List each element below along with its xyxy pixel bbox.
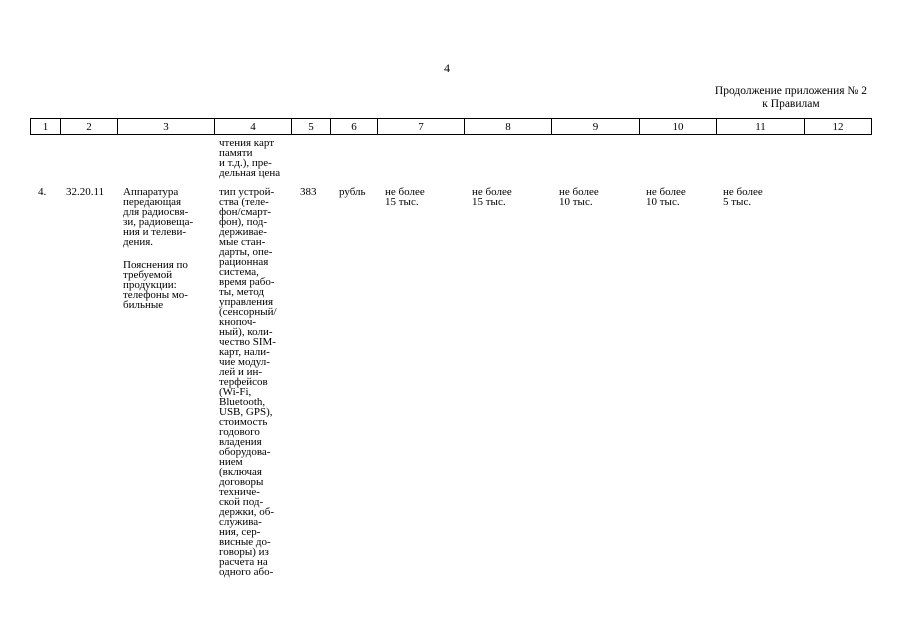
unit-name: рубль: [339, 186, 366, 198]
column-number-header: [30, 118, 872, 135]
row-number: 4.: [38, 186, 47, 198]
header-col-1: 1: [31, 119, 61, 135]
product-name: Аппаратура передающая для радиосвя- зи, радиовеща- ния и телеви- дения.: [123, 186, 194, 248]
header-col-10: 10: [640, 119, 717, 135]
product-explanation: Пояснения по требуемой продукции: телефоны мо- бильные: [123, 259, 188, 311]
header-col-12: 12: [805, 119, 872, 135]
value-col11: не более 5 тыс.: [723, 186, 763, 208]
value-col9: не более 10 тыс.: [559, 186, 599, 208]
value-col10: не более 10 тыс.: [646, 186, 686, 208]
value-col7: не более 15 тыс.: [385, 186, 425, 208]
header-row: [31, 119, 872, 135]
header-col-3: 3: [118, 119, 215, 135]
header-col-9: 9: [552, 119, 640, 135]
continuation-text-col4: чтения карт памяти и т.д.), пре- дельная цена: [219, 137, 281, 179]
appendix-line-2: к Правилам: [762, 98, 820, 110]
header-col-6: 6: [331, 119, 378, 135]
header-col-7: 7: [378, 119, 465, 135]
header-col-4: 4: [215, 119, 292, 135]
appendix-line-1: Продолжение приложения № 2: [714, 85, 867, 97]
page-number: 4: [444, 61, 450, 75]
okei-code: 383: [300, 186, 317, 198]
header-col-8: 8: [465, 119, 552, 135]
header-col-2: 2: [61, 119, 118, 135]
product-characteristics: тип устрой- ства (теле- фон/смарт- фон), под- держивае- мые стан- дарты, опе- рационная система, время рабо- ты, метод управления (сенсорный/ кнопоч- ный), коли- чество SIM- карт, нали- чие модул- лей и ин- терфейсов (Wi-Fi, Bluetooth, USB, GPS), стоимость годового владения оборудова- нием (включая договоры техниче- ской под- держки, об- служива- ния, сер- висные до- говоры) из расчета на одного або-: [219, 186, 277, 578]
header-col-11: 11: [717, 119, 805, 135]
appendix-caption: [715, 85, 867, 111]
okpd-code: 32.20.11: [66, 186, 105, 198]
value-col8: не более 15 тыс.: [472, 186, 512, 208]
header-col-5: 5: [292, 119, 331, 135]
